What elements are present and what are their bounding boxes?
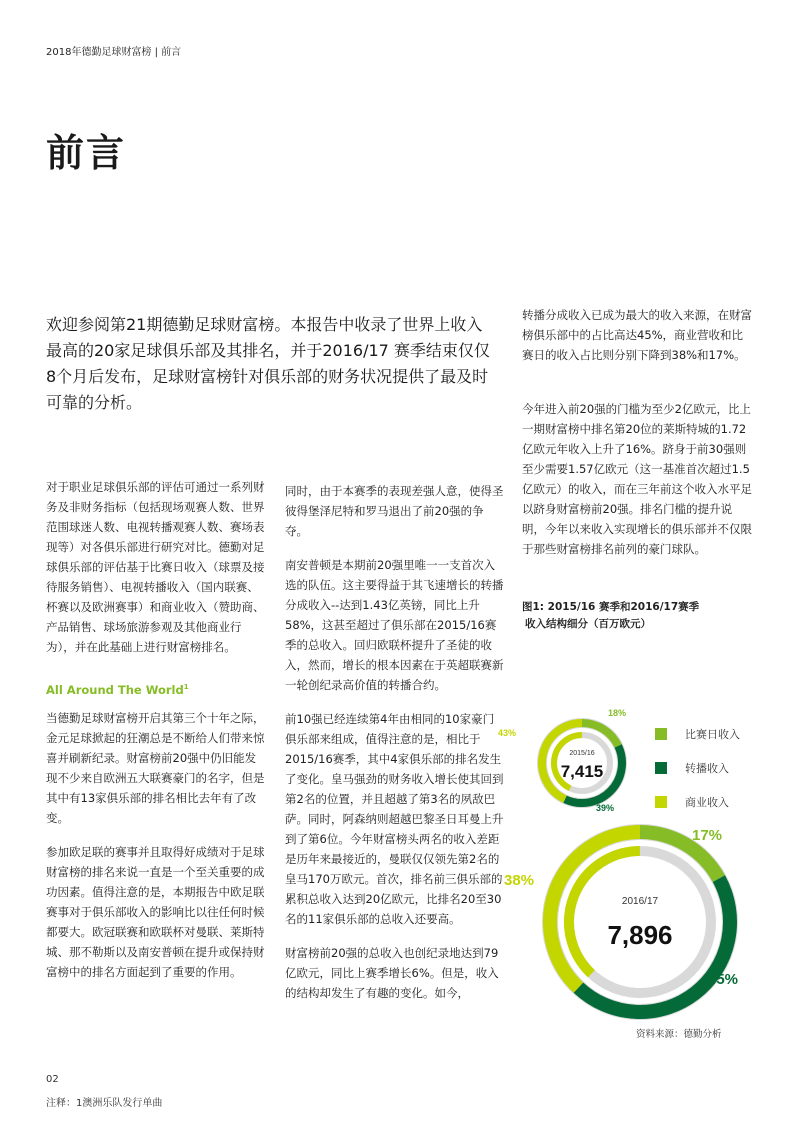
legend-item-commercial (655, 785, 740, 819)
legend-swatch-broadcast (655, 762, 667, 774)
legend-label-matchday: 比赛日收入 (685, 728, 740, 741)
col3-paragraph-1: 转播分成收入已成为最大的收入来源，在财富榜俱乐部中的占比高达45%，商业营收和比赛日的收入占比则分别下降到38%和17%。 (522, 308, 752, 362)
chart-1-season: 2016/17 (621, 896, 659, 907)
figure-title (522, 599, 752, 633)
legend-swatch-commercial (655, 796, 667, 808)
chart-1-slice-label-0: 17% (692, 827, 723, 844)
column-3 (522, 305, 752, 633)
chart-0-total: 7,415 (560, 762, 604, 781)
chart-0-slice-label-1: 39% (596, 803, 615, 813)
col1-paragraph-2: 当德勤足球财富榜开启其第三个十年之际，金元足球掀起的狂潮总是不断给人们带来惊喜并刷新纪录。财富榜前20强中仍旧能发现不少来自欧洲五大联赛豪门的名字，但是其中有13家俱乐部的排名相比去年有了改变。 (46, 710, 265, 825)
column-1 (46, 477, 266, 996)
col3-paragraph-2: 今年进入前20强的门槛为至少2亿欧元，比上一期财富榜中排名第20位的莱斯特城的1.72亿欧元年收入上升了16%。跻身于前30强则至少需要1.57亿欧元（这一基准首次超过1.5亿欧元）的收入，而在三年前这个收入水平足以跻身财富榜前20强。排名门槛的提升说明，今年以来收入实现增长的俱乐部并不仅限于那些财富榜排名前列的豪门球队。 (522, 402, 752, 556)
col2-paragraph-4: 财富榜前20强的总收入也创纪录地达到79亿欧元，同比上赛季增长6%。但是，收入的结构却发生了有趣的变化。如今， (285, 946, 499, 1000)
legend-swatch-matchday (655, 728, 667, 740)
page-number: 02 (46, 1074, 59, 1085)
footnote: 注释：1澳洲乐队发行单曲 (46, 1098, 163, 1109)
chart-legend (655, 717, 740, 819)
figure-title-line-1: 图1: 2015/16 赛季和2016/17赛季 (522, 601, 700, 613)
col1-paragraph-3: 参加欧足联的赛事并且取得好成绩对于足球财富榜的排名来说一直是一个至关重要的成功因素。值得注意的是，本期报告中欧足联赛事对于俱乐部收入的影响比以往任何时候都要大。欧冠联赛和欧联杯对曼联、莱斯特城、那不勒斯以及南安普顿在提升或保持财富榜中的排名方面起到了重要的作用。 (46, 844, 265, 979)
chart-0-slice-label-2: 43% (498, 728, 517, 738)
col2-paragraph-1: 同时，由于本赛季的表现差强人意，使得圣彼得堡泽尼特和罗马退出了前20强的争夺。 (285, 484, 504, 538)
chart-1-slice-label-2: 38% (504, 872, 535, 889)
section-subhead-text: All Around The World (46, 682, 184, 697)
chart-1-inner-arc (569, 851, 640, 974)
chart-1-total: 7,896 (607, 920, 673, 950)
legend-label-commercial: 商业收入 (685, 796, 729, 809)
chart-0-slice-label-0: 18% (608, 708, 627, 718)
chart-source: 资料来源：德勤分析 (636, 1029, 722, 1040)
col2-paragraph-3: 前10强已经连续第4年由相同的10家豪门俱乐部来组成，值得注意的是，相比于2015/16赛季，其中4家俱乐部的排名发生了变化。皇马强劲的财务收入增长使其回到第2名的位置，并且超越了第3名的夙敌巴萨。同时，阿森纳则超越巴黎圣日耳曼上升到了第6位。今年财富榜头两名的收入差距是历年来最接近的，曼联仅仅领先第2名的皇马170万欧元。首次，排名前三俱乐部的累积总收入达到20亿欧元，比排名20至30名的11家俱乐部的总收入还要高。 (285, 712, 504, 926)
breadcrumb: 2018年德勤足球财富榜 | 前言 (46, 47, 182, 58)
legend-label-broadcast: 转播收入 (685, 762, 729, 775)
legend-item-broadcast (655, 751, 740, 785)
chart-0-season: 2015/16 (569, 750, 595, 757)
page-title: 前言 (46, 131, 127, 175)
intro-paragraph: 欢迎参阅第21期德勤足球财富榜。本报告中收录了世界上收入最高的20家足球俱乐部及其排名，并于2016/17 赛季结束仅仅8个月后发布，足球财富榜针对俱乐部的财务状况提供了最及时可靠的分析。 (46, 315, 490, 412)
col2-paragraph-2: 南安普顿是本期前20强里唯一一支首次入选的队伍。这主要得益于其飞速增长的转播分成收入--达到1.43亿英镑，同比上升58%，这甚至超过了俱乐部在2015/16赛季的总收入。回归欧联杯提升了圣徒的收入，然而，增长的根本因素在于英超联赛新一轮创纪录高价值的转播合约。 (285, 558, 504, 692)
footnote-marker: 1 (183, 683, 189, 691)
legend-item-matchday (655, 717, 740, 751)
column-2 (285, 481, 505, 1017)
chart-1-slice-label-1: 45% (708, 971, 739, 988)
col1-paragraph-1: 对于职业足球俱乐部的评估可通过一系列财务及非财务指标（包括现场观赛人数、世界范围球迷人数、电视转播观赛人数、赛场表现等）对各俱乐部进行研究对比。德勤对足球俱乐部的评估基于比赛日收入（球票及接待服务销售）、电视转播收入（国内联赛、杯赛以及欧洲赛事）和商业收入（赞助商、产品销售、球场旅游参观及其他商业行为），并在此基础上进行财富榜排名。 (46, 480, 265, 654)
figure-title-line-2: 收入结构细分（百万欧元） (525, 618, 651, 630)
section-subhead (46, 677, 266, 700)
